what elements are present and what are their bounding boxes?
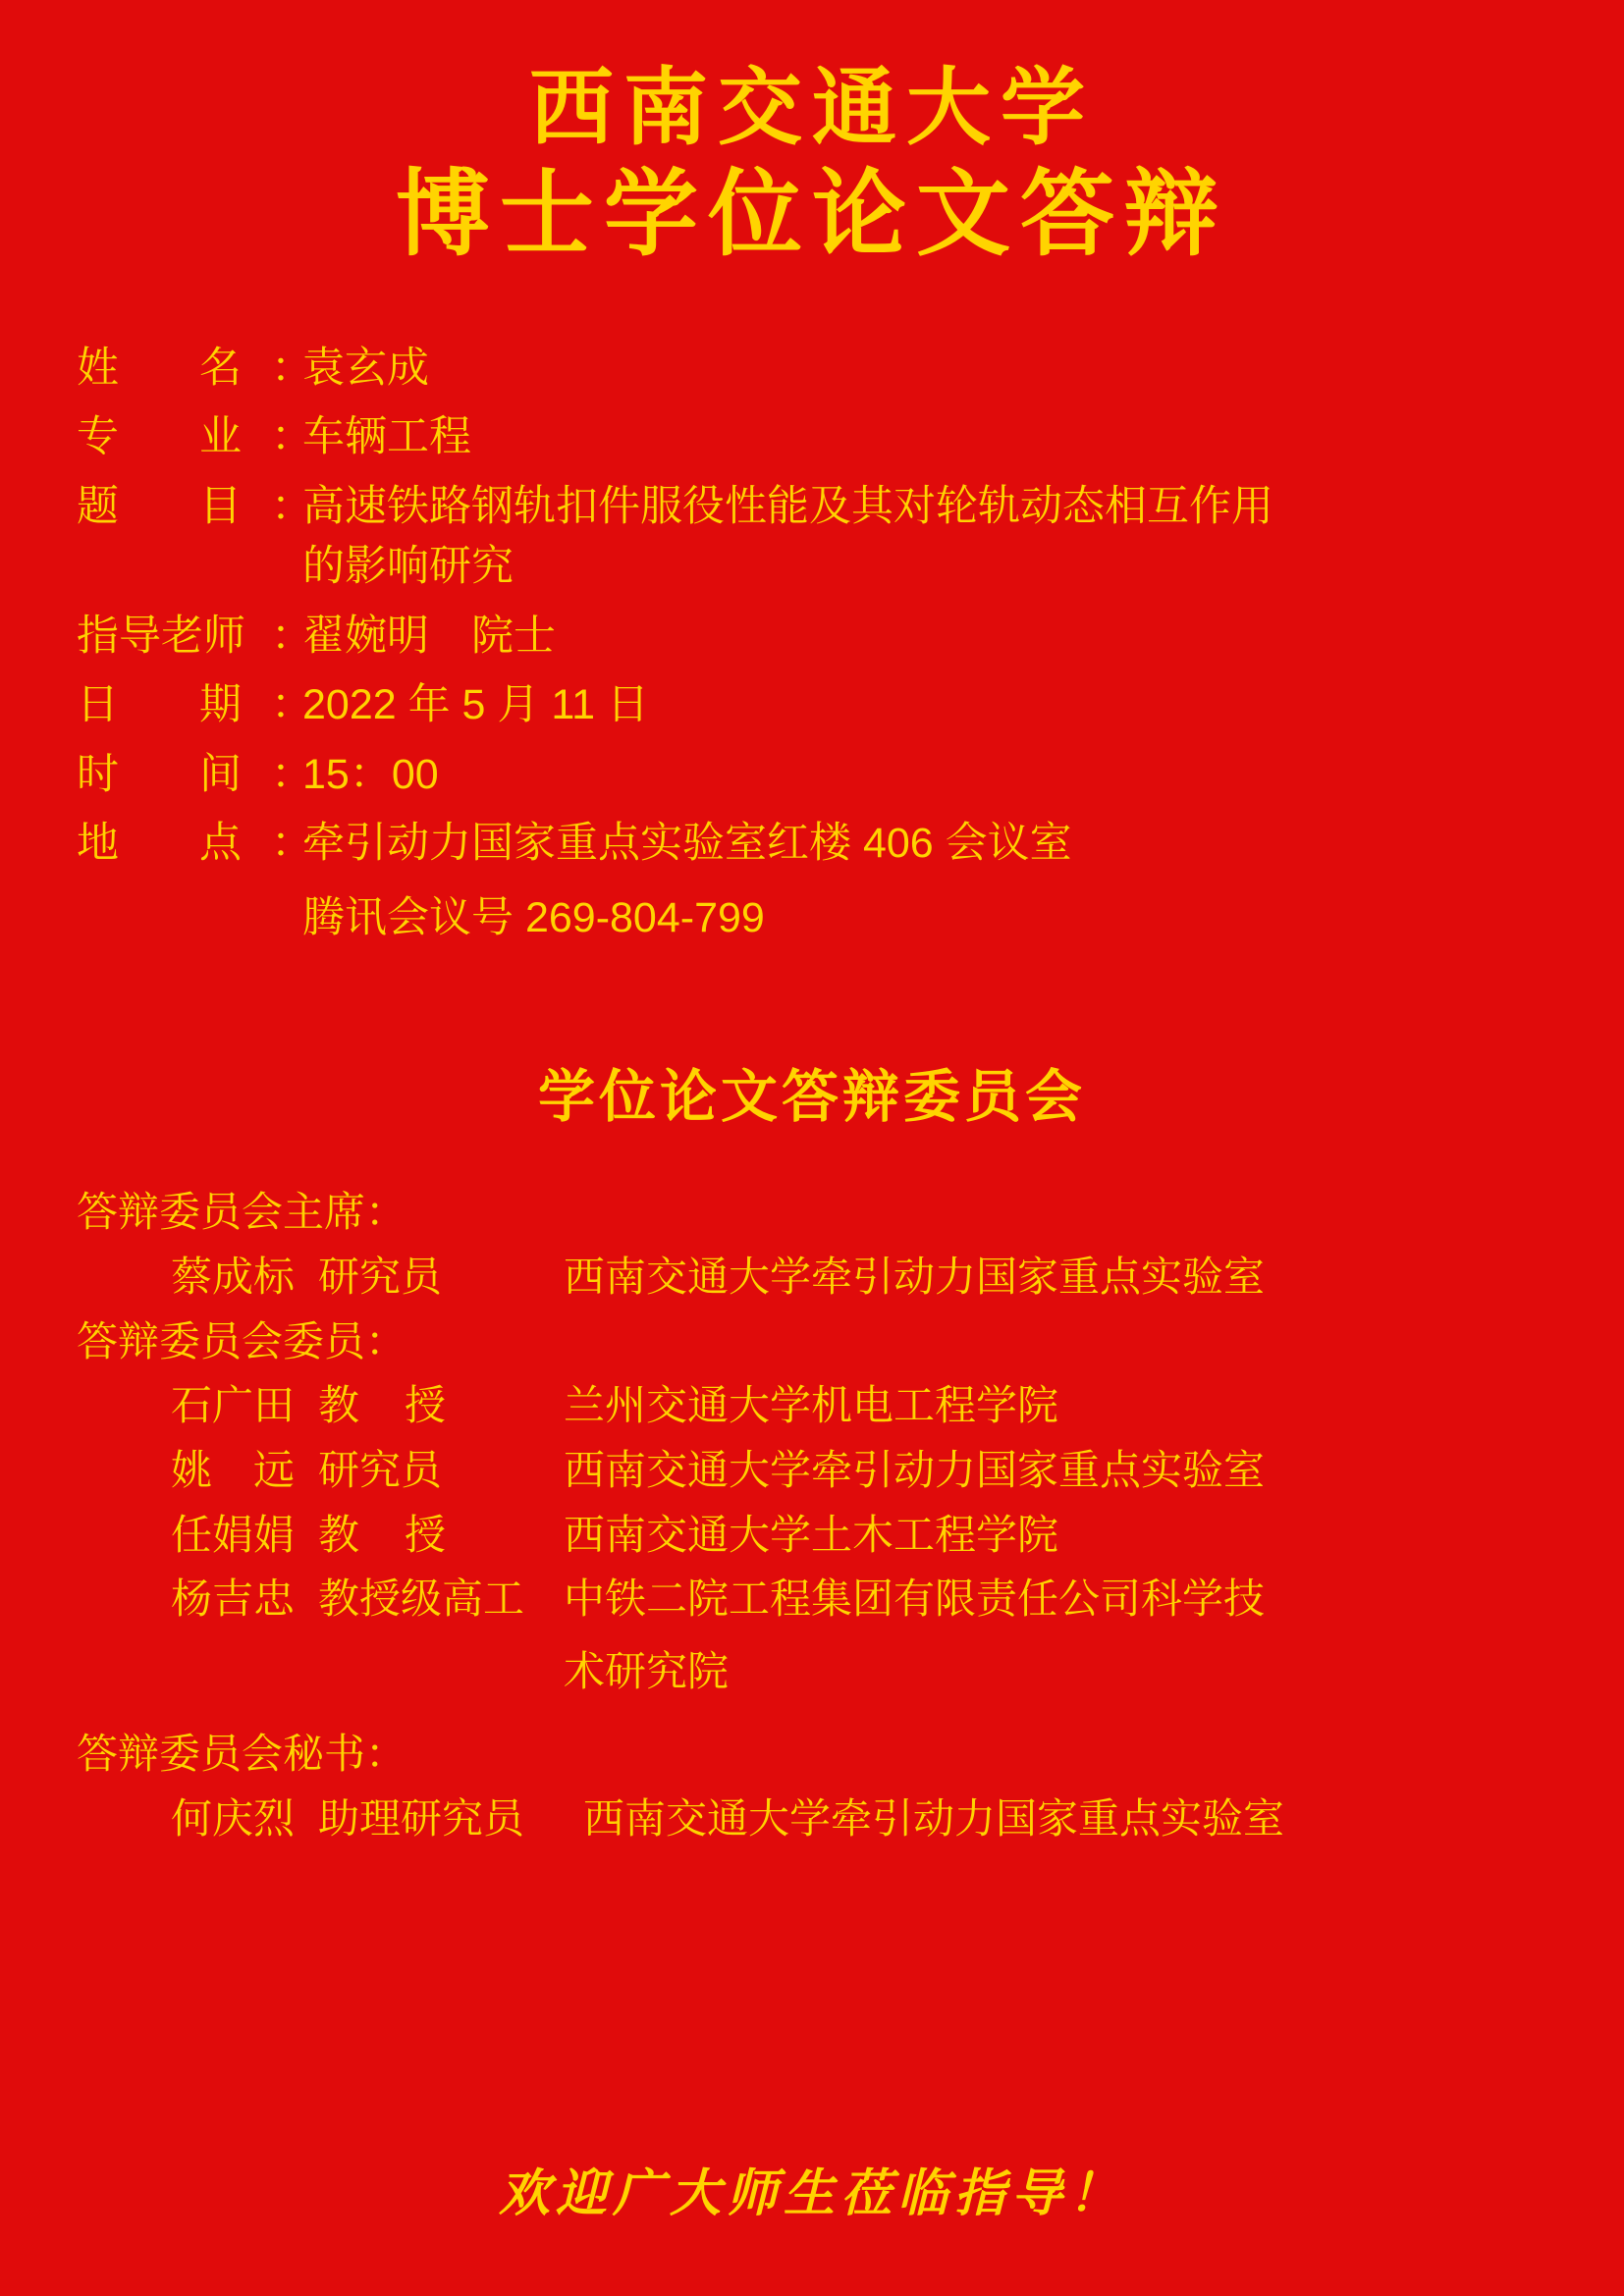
- info-label-major-part1: 专: [77, 413, 119, 461]
- info-label-topic-part1: 题: [77, 482, 119, 530]
- member-title: [318, 1505, 564, 1566]
- member-name: 杨吉忠: [171, 1575, 296, 1623]
- student-name: 袁玄成: [302, 344, 429, 392]
- committee-chair-heading: 答辩委员会主席：: [77, 1189, 407, 1236]
- info-value-time: [302, 745, 1565, 805]
- welcome-message: 欢迎广大师生莅临指导！: [498, 2166, 1125, 2222]
- member-title-part2: 授: [404, 1382, 446, 1429]
- info-label-time: [77, 745, 313, 805]
- member-affiliation: 西南交通大学土木工程学院: [564, 1511, 1059, 1558]
- info-label-name: [77, 339, 313, 399]
- info-value-date: [302, 675, 1565, 735]
- member-name: 任娟娟: [171, 1511, 296, 1558]
- member-affiliation: [564, 1569, 1585, 1701]
- member-affiliation-line1: 中铁二院工程集团有限责任公司科学技: [564, 1575, 1266, 1623]
- defense-date: 2022 年 5 月 11 日: [302, 681, 649, 729]
- info-row-place: [77, 814, 1565, 948]
- defense-location: 牵引动力国家重点实验室红楼 406 会议室: [302, 820, 1072, 868]
- committee-secretary-heading: 答辩委员会秘书：: [77, 1730, 407, 1777]
- info-colon-topic: ：: [271, 482, 313, 530]
- committee-member-row: [77, 1440, 1585, 1501]
- info-label-name-part2: 名: [199, 344, 242, 392]
- info-row-time: [77, 745, 1565, 805]
- university-name: 西南交通大学: [529, 61, 1095, 155]
- committee-section: [0, 1182, 1624, 1848]
- committee-member-row: [77, 1569, 1585, 1701]
- member-title-part2: 授: [404, 1511, 446, 1558]
- thesis-title-line1: 高速铁路钢轨扣件服役性能及其对轮轨动态相互作用: [302, 482, 1273, 530]
- member-name: 石广田: [171, 1382, 296, 1429]
- info-colon-name: ：: [271, 344, 313, 392]
- info-value-name: [302, 339, 1565, 399]
- member-affiliation: 兰州交通大学机电工程学院: [564, 1382, 1059, 1429]
- member-affiliation: 西南交通大学牵引动力国家重点实验室: [564, 1447, 1266, 1493]
- info-colon-major: ：: [271, 413, 313, 461]
- committee-members-heading: 答辩委员会委员：: [77, 1317, 407, 1364]
- info-label-place-part1: 地: [77, 820, 119, 868]
- info-label-place: [77, 814, 313, 874]
- member-title-part1: 教: [318, 1511, 360, 1558]
- info-row-topic: [77, 477, 1565, 598]
- info-colon-advisor: ：: [271, 612, 313, 660]
- committee-secretary-row: [77, 1789, 1585, 1849]
- info-row-name: [77, 339, 1565, 399]
- info-value-major: [302, 407, 1565, 467]
- secretary-title: 助理研究员: [318, 1794, 525, 1842]
- info-value-topic: [302, 477, 1565, 598]
- info-colon-place: ：: [271, 820, 313, 868]
- info-section: [0, 339, 1624, 948]
- member-name: 姚 远: [171, 1447, 296, 1493]
- member-title: 教授级高工: [318, 1575, 525, 1623]
- poster-title-block: [0, 0, 1624, 270]
- member-affiliation-line2: 术研究院: [564, 1648, 730, 1695]
- info-label-place-part2: 点: [199, 820, 242, 868]
- info-label-date-part2: 期: [199, 681, 242, 729]
- info-label-advisor-part1: 指导老师: [77, 612, 245, 660]
- defense-time: 15：00: [302, 750, 439, 798]
- committee-member-row: [77, 1375, 1585, 1436]
- committee-member-row: [77, 1505, 1585, 1566]
- info-label-topic-part2: 目: [199, 482, 242, 530]
- info-label-date: [77, 675, 313, 735]
- info-row-advisor: [77, 607, 1565, 667]
- info-label-advisor: [77, 607, 313, 667]
- info-label-name-part1: 姓: [77, 344, 119, 392]
- info-label-major-part2: 业: [199, 413, 242, 461]
- chair-title: 研究员: [318, 1253, 443, 1300]
- major-name: 车辆工程: [302, 413, 471, 461]
- committee-chair-row: [77, 1247, 1585, 1308]
- secretary-name: 何庆烈: [171, 1794, 296, 1842]
- online-meeting-id: 腾讯会议号 269-804-799: [302, 893, 765, 941]
- info-label-major: [77, 407, 313, 467]
- info-label-time-part1: 时: [77, 750, 119, 798]
- info-colon-time: ：: [271, 750, 313, 798]
- info-label-date-part1: 日: [77, 681, 119, 729]
- member-title: 研究员: [318, 1447, 443, 1493]
- thesis-title-line2: 的影响研究: [302, 543, 514, 591]
- info-label-time-part2: 间: [199, 750, 242, 798]
- info-row-date: [77, 675, 1565, 735]
- member-title-part1: 教: [318, 1382, 360, 1429]
- advisor-name: 翟婉明 院士: [302, 612, 556, 660]
- info-value-advisor: [302, 607, 1565, 667]
- info-value-place: [302, 814, 1565, 948]
- chair-name: 蔡成标: [171, 1253, 296, 1300]
- info-colon-date: ：: [271, 681, 313, 729]
- info-label-topic: [77, 477, 313, 537]
- member-title: [318, 1375, 564, 1436]
- secretary-affiliation: 西南交通大学牵引动力国家重点实验室: [583, 1794, 1285, 1842]
- committee-section-title: 学位论文答辩委员会: [537, 1065, 1086, 1130]
- chair-affiliation: 西南交通大学牵引动力国家重点实验室: [564, 1253, 1266, 1300]
- event-title: 博士学位论文答辩: [396, 162, 1228, 268]
- info-row-major: [77, 407, 1565, 467]
